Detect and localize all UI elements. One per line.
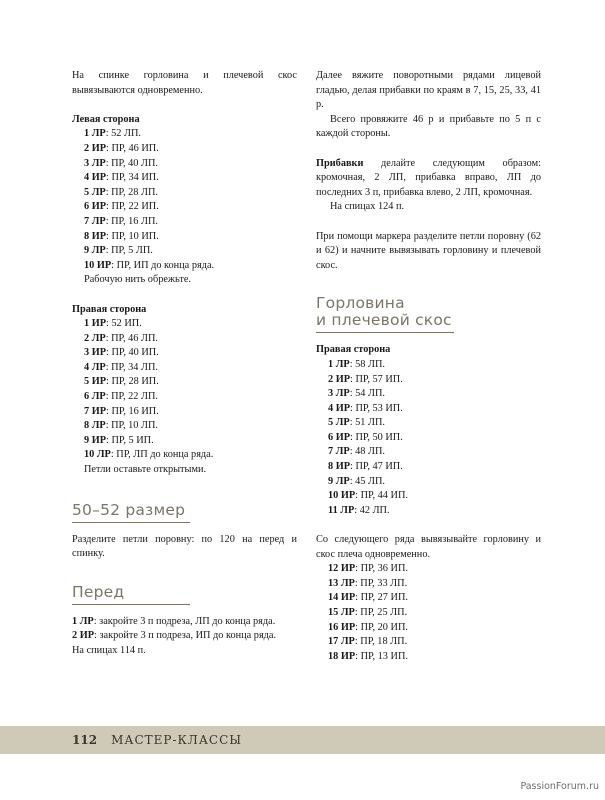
size-heading: 50–52 размер [72, 500, 186, 519]
row-instruction: 6 ИР: ПР, 22 ИП. [84, 201, 159, 213]
size-paragraph: Разделите петли поровну: по 120 на перед и спинку. [72, 533, 297, 560]
row-instruction: 2 ИР: ПР, 46 ИП. [84, 142, 159, 154]
row-instruction: 7 ЛР: 48 ЛП. [328, 446, 385, 458]
row-instruction: 6 ЛР: ПР, 22 ЛП. [84, 391, 159, 403]
row-instruction: 10 ЛР: ПР, ЛП до конца ряда. [84, 449, 214, 461]
row-instruction: 15 ЛР: ПР, 25 ЛП. [328, 607, 408, 618]
row-instruction: 5 ЛР: 51 ЛП. [328, 417, 385, 429]
marker-paragraph: При помощи маркера разделите петли поровну (62 и 62) и начните вывязывать горловину и плечевой скос. [316, 230, 541, 271]
row-instruction: 4 ИР: ПР, 34 ИП. [84, 172, 159, 184]
row-instruction: 6 ИР: ПР, 50 ИП. [328, 431, 403, 443]
increases-paragraph: Прибавки делайте следующим образом: кромочная, 2 ЛП, прибавка вправо, ЛП до последних 3 п, прибавка влево, 2 ЛП, кромочная. [316, 157, 541, 198]
row-instruction: 9 ЛР: ПР, 5 ЛП. [84, 245, 153, 257]
row-instruction: 18 ИР: ПР, 13 ИП. [328, 650, 408, 662]
right-column [316, 69, 541, 664]
row-instruction: 1 ИР: 52 ИП. [84, 318, 142, 330]
row-instruction: 5 ИР: ПР, 28 ИП. [84, 376, 159, 388]
row-instruction: 7 ЛР: ПР, 16 ЛП. [84, 215, 159, 227]
page-number: 112 [72, 733, 98, 747]
left-side-row-list [72, 127, 297, 288]
row-instruction: 17 ЛР: ПР, 18 ЛП. [328, 636, 408, 648]
watermark-text: PassionForum.ru [520, 781, 599, 792]
row-instruction: 4 ЛР: ПР, 34 ЛП. [84, 361, 159, 373]
row-instruction: 3 ЛР: 54 ЛП. [328, 388, 385, 400]
row-instruction: 8 ИР: ПР, 10 ИП. [84, 230, 159, 242]
shoulder-row-list [316, 562, 541, 664]
row-instruction: 2 ЛР: ПР, 46 ЛП. [84, 332, 159, 344]
front-heading: Перед [72, 582, 125, 601]
row-instruction: 3 ИР: ПР, 40 ИП. [84, 347, 159, 359]
total-rows-paragraph: Всего провяжите 46 р и прибавьте по 5 п с каждой стороны. [316, 113, 541, 140]
back-intro-paragraph: На спинке горловина и плечевой скос вывязываются одновременно. [72, 70, 297, 96]
raglan-paragraph: Далее вяжите поворотными рядами лицевой гладью, делая прибавки по краям в 7, 15, 25, 33, 41 р. [316, 70, 541, 111]
row-instruction: 7 ИР: ПР, 16 ИП. [84, 405, 159, 417]
neckline-row-list [316, 358, 541, 519]
row-instruction: 5 ЛР: ПР, 28 ЛП. [84, 186, 159, 198]
row-instruction: 13 ЛР: ПР, 33 ЛП. [328, 577, 408, 589]
row-instruction: 2 ИР: закройте 3 п подреза, ИП до конца ряда. [72, 630, 277, 642]
row-instruction: 9 ИР: ПР, 5 ИП. [84, 434, 154, 446]
row-instruction: 8 ИР: ПР, 47 ИП. [328, 461, 403, 473]
row-instruction: 1 ЛР: закройте 3 п подреза, ЛП до конца ряда. [72, 615, 276, 627]
row-instruction: 4 ИР: ПР, 53 ИП. [328, 402, 403, 414]
neckline-heading-line2: и плечевой скос [316, 311, 452, 330]
row-instruction: 1 ЛР: 58 ЛП. [328, 358, 385, 370]
row-instruction: 2 ИР: ПР, 57 ИП. [328, 373, 403, 385]
right-side-subheading: Правая сторона [316, 344, 391, 356]
cut-yarn-note: Рабочую нить обрежьте. [84, 274, 191, 286]
row-instruction: 1 ЛР: 52 ЛП. [84, 128, 141, 140]
row-instruction: 10 ИР: ПР, ИП до конца ряда. [84, 259, 215, 271]
increases-term: Прибавки [316, 157, 364, 169]
left-column [72, 69, 297, 659]
row-instruction: 3 ЛР: ПР, 40 ЛП. [84, 157, 159, 169]
stitch-count-note: На спицах 114 п. [72, 645, 146, 656]
right-side-subheading: Правая сторона [72, 303, 147, 315]
row-instruction: 14 ИР: ПР, 27 ИП. [328, 592, 408, 604]
left-side-subheading: Левая сторона [72, 113, 140, 125]
row-instruction: 12 ИР: ПР, 36 ИП. [328, 563, 408, 575]
stitch-count-note: На спицах 124 п. [330, 201, 405, 213]
section-title: МАСТЕР-КЛАССЫ [111, 733, 243, 747]
shoulder-paragraph: Со следующего ряда вывязывайте горловину и скос плеча одновременно. [316, 534, 541, 560]
row-instruction: 8 ЛР: ПР, 10 ЛП. [84, 420, 159, 432]
page-footer [72, 733, 242, 747]
row-instruction: 16 ИР: ПР, 20 ИП. [328, 621, 408, 633]
right-side-row-list [72, 317, 297, 478]
neckline-heading-line1: Горловина [316, 294, 405, 313]
leave-open-note: Петли оставьте открытыми. [84, 464, 207, 476]
row-instruction: 10 ИР: ПР, 44 ИП. [328, 490, 408, 502]
row-instruction: 9 ЛР: 45 ЛП. [328, 475, 385, 487]
row-instruction: 11 ЛР: 42 ЛП. [328, 504, 390, 516]
